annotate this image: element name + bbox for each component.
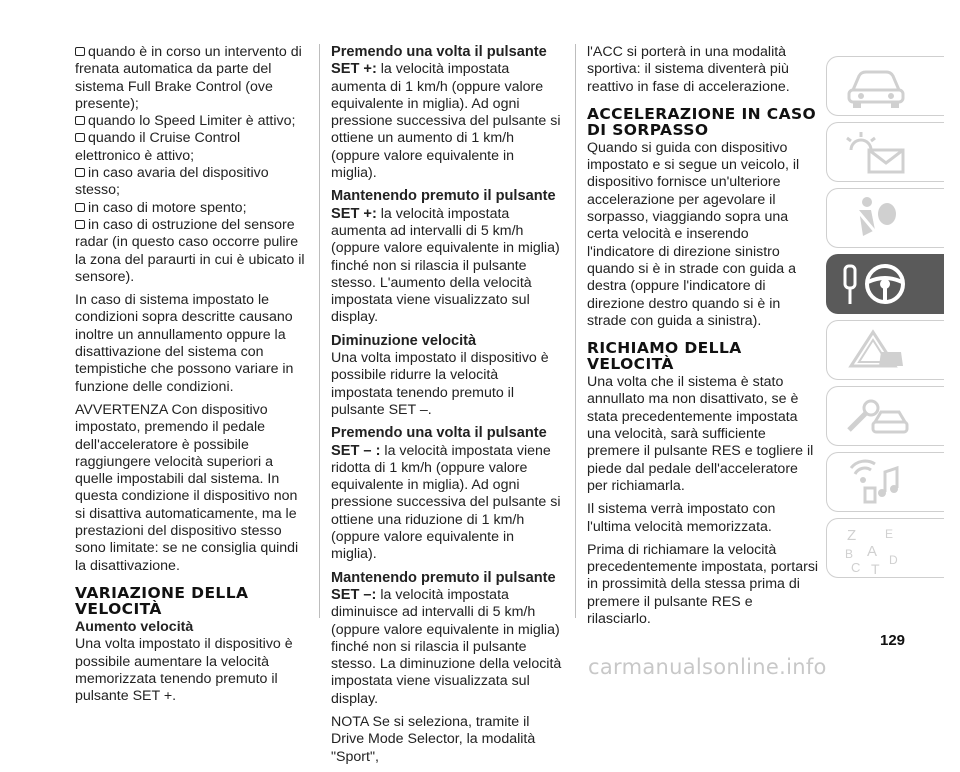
watermark: carmanualsonline.info — [588, 655, 827, 679]
index-letter: D — [889, 553, 898, 567]
list-item: in caso di motore spento; — [75, 200, 307, 217]
index-letter: C — [851, 560, 861, 575]
wrench-car-icon — [841, 392, 911, 442]
paragraph: Una volta che il sistema è stato annullato ma non disattivato, se è stata precedentemente impostata una velocità, sarà sufficiente premere il pulsante RES e togliere il piede dal pedale dell'acceleratore per richiamarla. — [587, 374, 814, 494]
car-icon — [841, 62, 911, 112]
index-letter: T — [871, 561, 880, 576]
paragraph: Quando si guida con dispositivo impostato e si segue un veicolo, il dispositivo fornisce un'ulteriore accelerazione per agevolare il sorpasso, viaggiando sopra una certa velocità e inserendo l'indicatore di direzione sinistro quando si è in strade con guida a destra (oppure l'indicatore di direzione destro quando si è in strade con guida a sinistra). — [587, 139, 800, 329]
note-paragraph: NOTA Se si seleziona, tramite il Drive Mode Selector, la modalità "Sport", — [331, 713, 536, 765]
bullet-list — [75, 44, 307, 286]
warning-lights-icon — [841, 128, 911, 178]
key-steering-wheel-icon — [841, 260, 911, 310]
column-1 — [75, 44, 307, 711]
paragraph: Una volta impostato il dispositivo è possibile ridurre la velocità impostata tenendo premuto il pulsante SET –. — [331, 350, 549, 418]
list-item: quando lo Speed Limiter è attivo; — [75, 113, 307, 130]
column-3 — [587, 44, 819, 634]
warning-paragraph: AVVERTENZA Con dispositivo impostato, premendo il pedale dell'acceleratore è possibile raggiungere velocità superiori a quelle impostabili dal sistema. In questa condizione il dispositivo non si disattiva automaticamente, ma le prestazioni del dispositivo stesso sono limitate: se ne consiglia quindi la disattivazione. — [75, 401, 299, 574]
paragraph — [331, 425, 563, 563]
subheading-diminuzione: Diminuzione velocità — [331, 332, 477, 349]
media-phone-icon — [841, 458, 911, 508]
paragraph: Una volta impostato il dispositivo è possibile aumentare la velocità memorizzata tenendo premuto il pulsante SET +. — [75, 636, 293, 705]
section-heading-variazione: VARIAZIONE DELLA VELOCITÀ — [75, 583, 249, 618]
paragraph: Il sistema verrà impostato con l'ultima velocità memorizzata. — [587, 501, 776, 535]
warning-triangle-icon — [841, 326, 911, 376]
list-item: in caso avaria del dispositivo stesso; — [75, 165, 307, 200]
paragraph — [331, 44, 563, 182]
list-item: in caso di ostruzione del sensore radar (in questo caso occorre pulire la zona del paraurti in cui è ubicato il sensore). — [75, 217, 307, 286]
paragraph — [331, 570, 563, 708]
column-divider — [575, 44, 576, 618]
tab-emergency[interactable] — [826, 320, 944, 380]
inline-heading: Premendo una volta il pulsante SET – : — [331, 425, 547, 459]
paragraph: Prima di richiamare la velocità precedentemente impostata, portarsi in prossimità della stessa prima di premere il pulsante RES e rilasciarlo. — [587, 541, 819, 628]
list-item: quando il Cruise Control elettronico è attivo; — [75, 130, 307, 165]
index-icon — [841, 524, 921, 576]
index-letter: E — [885, 527, 894, 541]
tab-starting-driving[interactable] — [826, 254, 944, 314]
inline-text: la velocità impostata viene ridotta di 1 km/h (oppure valore equivalente in miglia). Ad ogni pressione successiva del pulsante si ottiene una riduzione di 1 km/h (oppure valore equivalente in miglia). — [331, 442, 561, 563]
index-letter: Z — [847, 527, 857, 544]
column-divider — [319, 44, 320, 618]
tab-warning-lights[interactable] — [826, 122, 944, 182]
inline-text: la velocità impostata aumenta ad intervalli di 5 km/h (oppure valore equivalente in miglia) finché non si rilascia il pulsante stesso. L'aumento della velocità impostata viene visualizzato sul display. — [331, 205, 560, 326]
inline-heading: Premendo una volta il pulsante SET +: — [331, 44, 547, 78]
seatbelt-airbag-icon — [841, 194, 911, 244]
tab-car[interactable] — [826, 56, 944, 116]
section-heading-sorpasso: ACCELERAZIONE IN CASO DI SORPASSO — [587, 104, 817, 139]
section-heading-richiamo: RICHIAMO DELLA VELOCITÀ — [587, 339, 742, 374]
tab-maintenance[interactable] — [826, 386, 944, 446]
column-2 — [331, 44, 563, 772]
inline-heading: Mantenendo premuto il pulsante SET –: — [331, 569, 556, 603]
list-item: quando è in corso un intervento di frenata automatica da parte del sistema Full Brake Control (ove presente); — [75, 44, 307, 113]
index-letter: A — [867, 543, 878, 560]
inline-text: la velocità impostata diminuisce ad intervalli di 5 km/h (oppure valore equivalente in miglia) finché non si rilascia il pulsante stesso. La diminuzione della velocità impostata viene visualizzata sul display. — [331, 586, 562, 707]
inline-text: la velocità impostata aumenta di 1 km/h (oppure valore equivalente in miglia). Ad ogni pressione successiva del pulsante si ottiene un aumento di 1 km/h (oppure valore equivalente in miglia). — [331, 61, 561, 182]
page-number: 129 — [880, 632, 906, 649]
tab-index[interactable] — [826, 518, 944, 578]
tab-safety[interactable] — [826, 188, 944, 248]
subheading-aumento: Aumento velocità — [75, 618, 194, 635]
paragraph: l'ACC si porterà in una modalità sportiva: il sistema diventerà più reattivo in fase di accelerazione. — [587, 44, 790, 95]
inline-heading: Mantenendo premuto il pulsante SET +: — [331, 188, 556, 222]
paragraph: In caso di sistema impostato le condizioni sopra descritte causano inoltre un annullamento oppure la disattivazione del sistema con tempistiche che possono variare in funzione delle condizioni. — [75, 292, 294, 395]
chapter-tabs — [826, 56, 944, 584]
paragraph — [331, 188, 563, 326]
tab-multimedia[interactable] — [826, 452, 944, 512]
index-letter: B — [845, 547, 854, 561]
